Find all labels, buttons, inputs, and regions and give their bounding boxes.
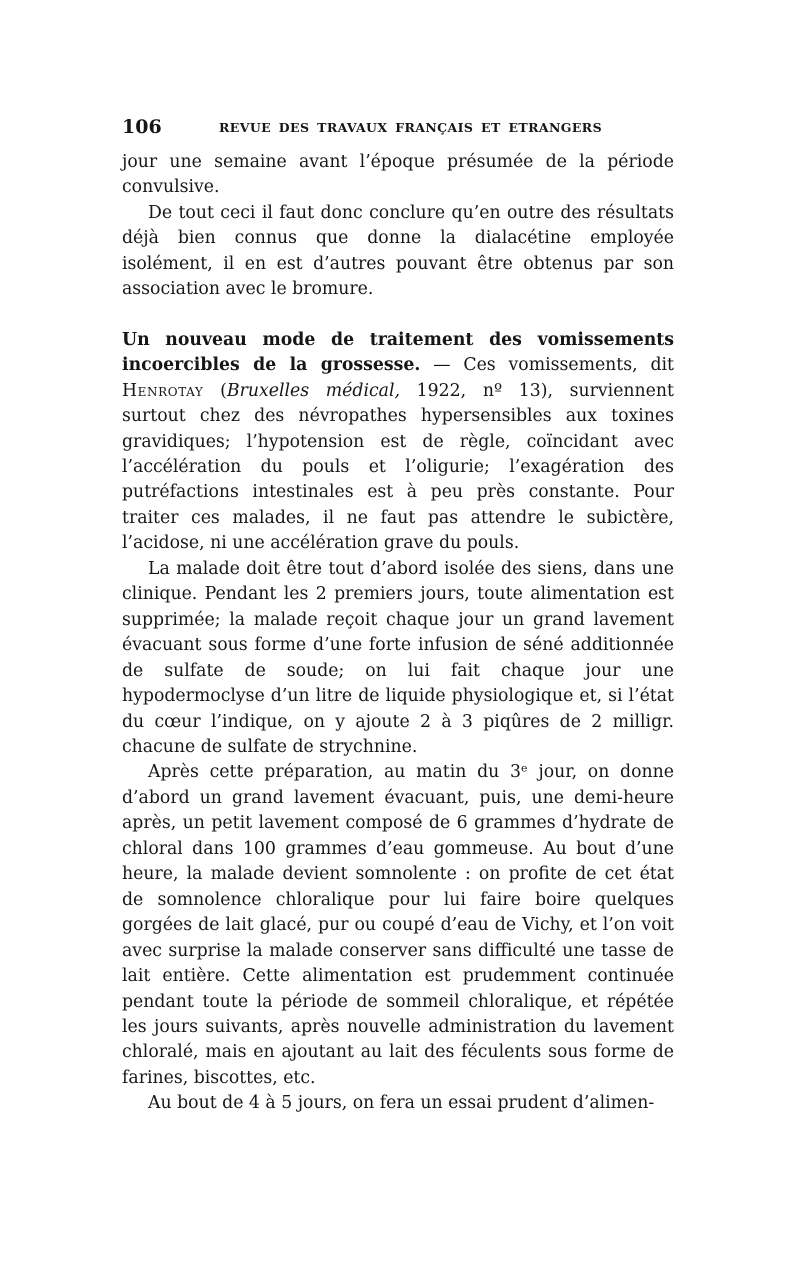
paragraph-preparation: Après cette préparation, au matin du 3ᵉ jour, on donne d’abord un grand lavement évacuant, puis, une demi-heure après, un petit lavement composé de 6 grammes d’hydrate de chloral dans 100 grammes d’eau gommeuse. Au bout d’une heure, la malade devient somnolente : on profite de cet état de somnolence chloralique pour lui faire boire quelques gorgées de lait glacé, pur ou coupé d’eau de Vichy, et l’on voit avec surprise la malade conserver sans difficulté une tasse de lait entière. Cette alimentation est prudemment continuée pendant toute la période de sommeil chloralique, et répétée les jours suivants, après nouvelle administration du lavement chloralé, mais en ajoutant au lait des féculents sous forme de farines, biscottes, etc. [122,762,674,1088]
paragraph-text: 1922, nº 13), surviennent surtout chez des névropathes hypersensibles aux toxines gravidiques; l’hypotension est de règle, coïncidant avec l’accélération du pouls et l’oligurie; l’exagération des putréfactions intestinales est à peu près constante. Pour traiter ces malades, il ne faut pas attendre le subictère, l’acidose, ni une accélération grave du pouls. [122,380,674,554]
section-paragraph-vomissements [122,328,674,557]
author-name: Henrotay [122,380,204,401]
heading-separator: — Ces vomissements, dit [420,355,675,376]
paragraph-alimentation: Au bout de 4 à 5 jours, on fera un essai prudent d’alimen- [148,1093,655,1114]
page-number: 106 [122,116,162,138]
article-body [122,150,674,1117]
page-header [122,116,680,140]
paragraph-conclusion: De tout ceci il faut donc conclure qu’en outre des résultats déjà bien connus que donne la dialacétine employée isolément, il en est d’autres pouvant être obtenus par son association avec le bromure. [122,202,674,300]
paragraph-continuation: jour une semaine avant l’époque présumée de la période convulsive. [122,152,674,198]
paragraph-isolation: La malade doit être tout d’abord isolée des siens, dans une clinique. Pendant les 2 premiers jours, toute alimentation est supprimée; la malade reçoit chaque jour un grand lavement évacuant sous forme d’une forte infusion de séné additionnée de sulfate de soude; on lui fait chaque jour une hypodermoclyse d’un litre de liquide physiologique et, si l’état du cœur l’indique, on y ajoute 2 à 3 piqûres de 2 milligr. chacune de sulfate de strychnine. [122,558,674,757]
paren-open: ( [203,380,227,401]
section-heading: Un nouveau mode de traitement des vomissements incoercibles de la grossesse. [122,329,674,376]
journal-name: Bruxelles médical, [226,380,400,401]
running-title: REVUE DES TRAVAUX FRANÇAIS ET ETRANGERS [219,120,602,135]
